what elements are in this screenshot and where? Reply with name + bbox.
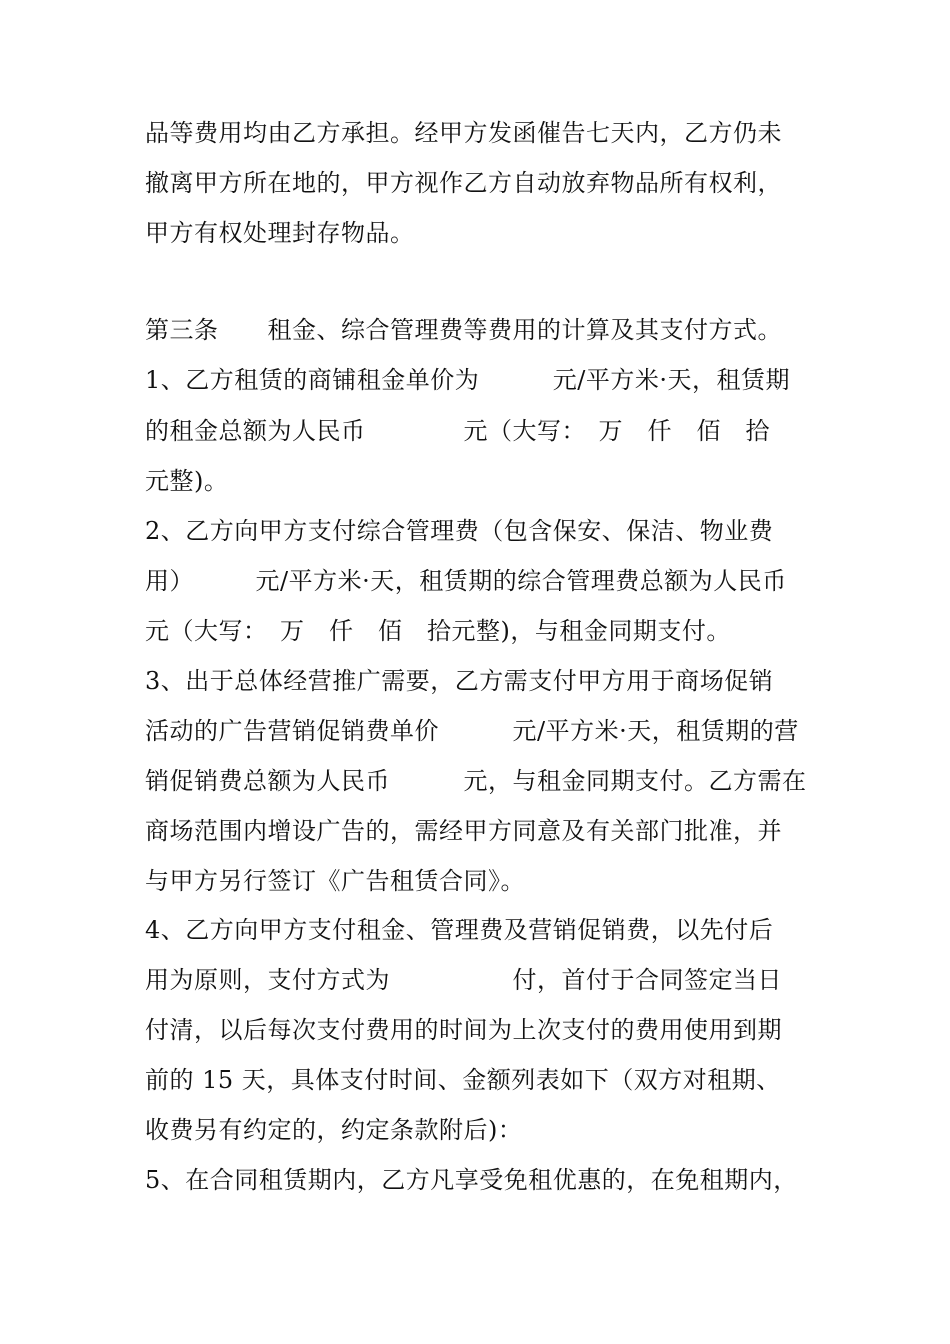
text-line: 甲方有权处理封存物品。 (145, 219, 415, 247)
text-line: 2、乙方向甲方支付综合管理费（包含保安、保洁、物业费 (145, 517, 774, 545)
text-line: 撤离甲方所在地的，甲方视作乙方自动放弃物品所有权利， (145, 169, 782, 197)
text-line: 4、乙方向甲方支付租金、管理费及营销促销费，以先付后 (145, 916, 774, 944)
text-line: 收费另有约定的，约定条款附后)： (145, 1116, 523, 1144)
text-line: 用为原则，支付方式为 付，首付于合同签定当日 (145, 966, 782, 994)
text-line: 3、出于总体经营推广需要，乙方需支付甲方用于商场促销 (145, 667, 774, 695)
text-line: 销促销费总额为人民币 元，与租金同期支付。乙方需在 (145, 767, 807, 795)
text-line: 品等费用均由乙方承担。经甲方发函催告七天内，乙方仍未 (145, 119, 782, 147)
text-line: 活动的广告营销促销费单价 元/平方米·天，租赁期的营 (145, 717, 799, 745)
section-heading: 第三条 租金、综合管理费等费用的计算及其支付方式。 (145, 316, 782, 344)
text-line: 元整)。 (145, 467, 229, 495)
text-line: 用） 元/平方米·天，租赁期的综合管理费总额为人民币 (145, 567, 787, 595)
text-line: 5、在合同租赁期内，乙方凡享受免租优惠的，在免租期内， (145, 1166, 798, 1194)
text-line: 元（大写： 万 仟 佰 拾元整)，与租金同期支付。 (145, 617, 731, 645)
text-line: 的租金总额为人民币 元（大写： 万 仟 佰 拾 (145, 417, 770, 445)
text-line: 前的 15 天，具体支付时间、金额列表如下（双方对租期、 (145, 1066, 781, 1094)
text-line: 与甲方另行签订《广告租赁合同》。 (145, 867, 525, 895)
text-line: 商场范围内增设广告的，需经甲方同意及有关部门批准，并 (145, 817, 782, 845)
text-line: 1、乙方租赁的商铺租金单价为 元/平方米·天，租赁期 (145, 366, 790, 394)
text-line: 付清，以后每次支付费用的时间为上次支付的费用使用到期 (145, 1016, 782, 1044)
